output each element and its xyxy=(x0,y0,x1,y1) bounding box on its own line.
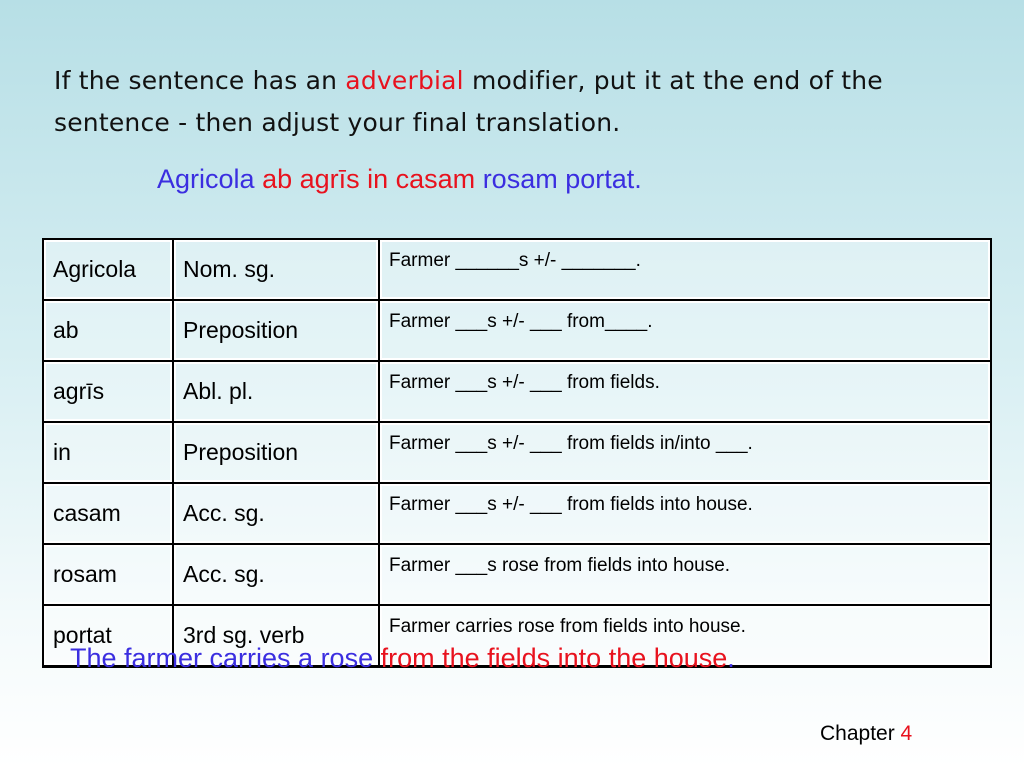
table-row xyxy=(44,240,990,301)
heading-text-1: If the sentence has an xyxy=(54,66,346,95)
latin-word-cell: portat xyxy=(44,606,172,667)
latin-rest: rosam portat. xyxy=(482,164,642,194)
translation-adverbial-phrase: from the fields into the house xyxy=(380,643,728,673)
latin-word-cell: casam xyxy=(44,484,172,545)
heading-highlight-adverbial: adverbial xyxy=(345,66,464,95)
grammar-form-cell: Preposition xyxy=(172,423,378,484)
latin-adverbial-phrase: ab agrīs in casam xyxy=(262,164,476,194)
chapter-number: 4 xyxy=(900,722,913,745)
latin-word-cell: in xyxy=(44,423,172,484)
chapter-label: Chapter xyxy=(820,722,901,745)
latin-sentence xyxy=(157,164,642,195)
table-row xyxy=(44,545,990,606)
heading-text-2: modifier, put it at the end of the sentence - then adjust your final translation. xyxy=(54,66,883,137)
grammar-form-cell: Abl. pl. xyxy=(172,362,378,423)
translation-cell: Farmer ___s +/- ___ from fields into house. xyxy=(378,484,990,545)
table-row xyxy=(44,301,990,362)
latin-word-cell: ab xyxy=(44,301,172,362)
translation-cell: Farmer ___s rose from fields into house. xyxy=(378,545,990,606)
latin-word-cell: Agricola xyxy=(44,240,172,301)
table-row xyxy=(44,362,990,423)
grammar-form-cell: Nom. sg. xyxy=(172,240,378,301)
grammar-form-cell: 3rd sg. verb xyxy=(172,606,378,667)
translation-cell: Farmer ___s +/- ___ from fields in/into ___. xyxy=(378,423,990,484)
chapter-footer xyxy=(820,722,912,746)
grammar-form-cell: Acc. sg. xyxy=(172,545,378,606)
grammar-form-cell: Preposition xyxy=(172,301,378,362)
latin-subject: Agricola xyxy=(157,164,255,194)
parsing-table xyxy=(42,238,992,668)
translation-main: The farmer carries a rose xyxy=(70,643,381,673)
translation-end: . xyxy=(727,643,735,673)
table-row xyxy=(44,423,990,484)
translation-cell: Farmer carries rose from fields into house. xyxy=(378,606,990,667)
translation-cell: Farmer ___s +/- ___ from fields. xyxy=(378,362,990,423)
final-translation xyxy=(70,643,735,674)
translation-cell: Farmer ______s +/- _______. xyxy=(378,240,990,301)
table-row xyxy=(44,484,990,545)
latin-word-cell: rosam xyxy=(44,545,172,606)
instruction-heading xyxy=(54,60,994,144)
latin-word-cell: agrīs xyxy=(44,362,172,423)
grammar-form-cell: Acc. sg. xyxy=(172,484,378,545)
translation-cell: Farmer ___s +/- ___ from____. xyxy=(378,301,990,362)
